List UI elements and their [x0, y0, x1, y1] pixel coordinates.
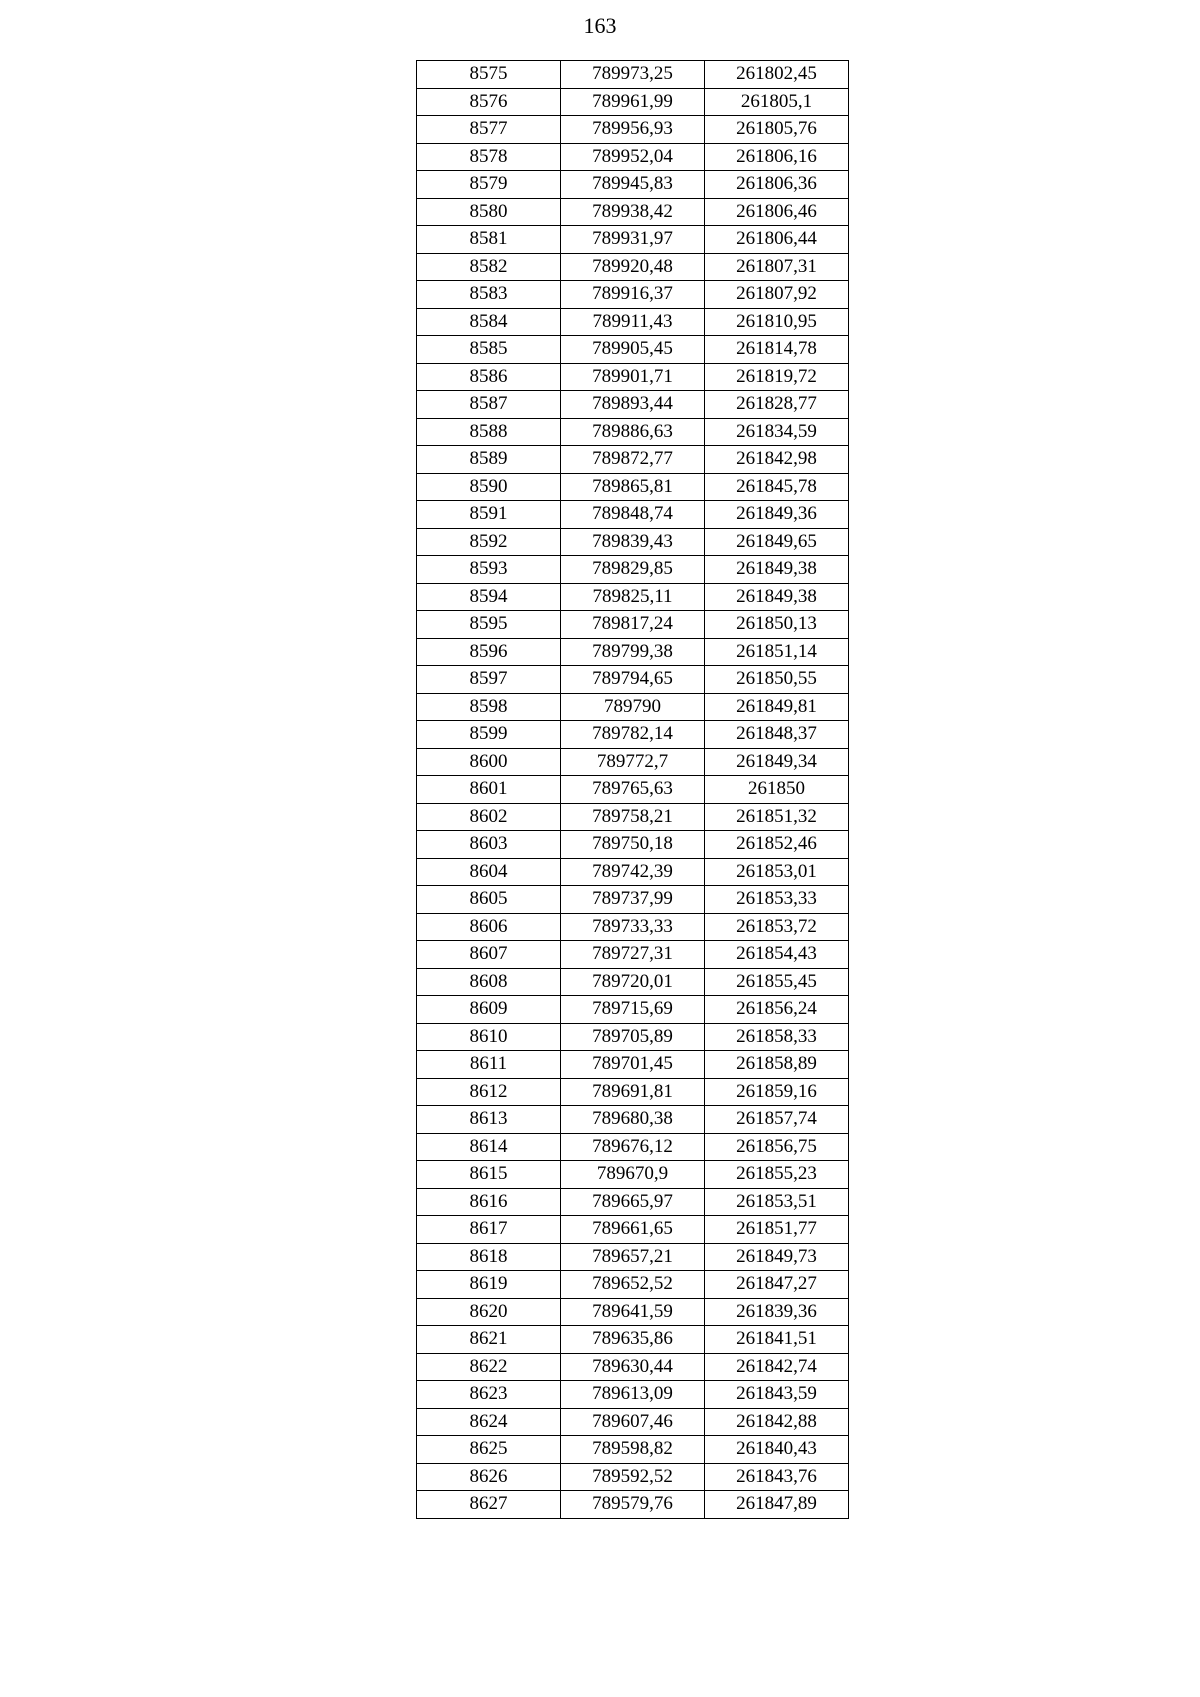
point-number-cell: 8625	[417, 1436, 561, 1464]
point-number-cell: 8595	[417, 611, 561, 639]
table-row	[417, 556, 849, 584]
point-number-cell: 8580	[417, 198, 561, 226]
x-coordinate-cell: 789680,38	[561, 1106, 705, 1134]
table-row	[417, 941, 849, 969]
y-coordinate-cell: 261856,24	[705, 996, 849, 1024]
table-row	[417, 88, 849, 116]
y-coordinate-cell: 261853,01	[705, 858, 849, 886]
point-number-cell: 8615	[417, 1161, 561, 1189]
point-number-cell: 8598	[417, 693, 561, 721]
table-row	[417, 693, 849, 721]
y-coordinate-cell: 261842,98	[705, 446, 849, 474]
x-coordinate-cell: 789691,81	[561, 1078, 705, 1106]
y-coordinate-cell: 261853,72	[705, 913, 849, 941]
point-number-cell: 8579	[417, 171, 561, 199]
table-row	[417, 831, 849, 859]
point-number-cell: 8577	[417, 116, 561, 144]
y-coordinate-cell: 261848,37	[705, 721, 849, 749]
y-coordinate-cell: 261819,72	[705, 363, 849, 391]
y-coordinate-cell: 261856,75	[705, 1133, 849, 1161]
table-row	[417, 281, 849, 309]
point-number-cell: 8597	[417, 666, 561, 694]
y-coordinate-cell: 261806,44	[705, 226, 849, 254]
point-number-cell: 8587	[417, 391, 561, 419]
table-row	[417, 61, 849, 89]
table-row	[417, 116, 849, 144]
table-row	[417, 1381, 849, 1409]
y-coordinate-cell: 261851,77	[705, 1216, 849, 1244]
y-coordinate-cell: 261841,51	[705, 1326, 849, 1354]
x-coordinate-cell: 789931,97	[561, 226, 705, 254]
table-row	[417, 1243, 849, 1271]
y-coordinate-cell: 261814,78	[705, 336, 849, 364]
table-row	[417, 638, 849, 666]
point-number-cell: 8609	[417, 996, 561, 1024]
y-coordinate-cell: 261857,74	[705, 1106, 849, 1134]
y-coordinate-cell: 261858,89	[705, 1051, 849, 1079]
table-row	[417, 611, 849, 639]
y-coordinate-cell: 261845,78	[705, 473, 849, 501]
y-coordinate-cell: 261806,46	[705, 198, 849, 226]
y-coordinate-cell: 261805,76	[705, 116, 849, 144]
table-row	[417, 446, 849, 474]
table-row	[417, 721, 849, 749]
point-number-cell: 8592	[417, 528, 561, 556]
point-number-cell: 8606	[417, 913, 561, 941]
y-coordinate-cell: 261849,38	[705, 583, 849, 611]
table-row	[417, 886, 849, 914]
table-row	[417, 171, 849, 199]
x-coordinate-cell: 789613,09	[561, 1381, 705, 1409]
table-row	[417, 336, 849, 364]
table-row	[417, 748, 849, 776]
x-coordinate-cell: 789938,42	[561, 198, 705, 226]
y-coordinate-cell: 261810,95	[705, 308, 849, 336]
table-row	[417, 501, 849, 529]
x-coordinate-cell: 789952,04	[561, 143, 705, 171]
page-number: 163	[583, 13, 617, 38]
x-coordinate-cell: 789701,45	[561, 1051, 705, 1079]
y-coordinate-cell: 261850,55	[705, 666, 849, 694]
point-number-cell: 8621	[417, 1326, 561, 1354]
table-row	[417, 1491, 849, 1519]
x-coordinate-cell: 789676,12	[561, 1133, 705, 1161]
y-coordinate-cell: 261855,23	[705, 1161, 849, 1189]
table-row	[417, 391, 849, 419]
x-coordinate-cell: 789886,63	[561, 418, 705, 446]
table-row	[417, 143, 849, 171]
x-coordinate-cell: 789652,52	[561, 1271, 705, 1299]
x-coordinate-cell: 789825,11	[561, 583, 705, 611]
table-row	[417, 1463, 849, 1491]
x-coordinate-cell: 789665,97	[561, 1188, 705, 1216]
x-coordinate-cell: 789790	[561, 693, 705, 721]
x-coordinate-cell: 789782,14	[561, 721, 705, 749]
y-coordinate-cell: 261859,16	[705, 1078, 849, 1106]
table-row	[417, 1353, 849, 1381]
table-row	[417, 1216, 849, 1244]
table-row	[417, 666, 849, 694]
x-coordinate-cell: 789715,69	[561, 996, 705, 1024]
x-coordinate-cell: 789829,85	[561, 556, 705, 584]
x-coordinate-cell: 789848,74	[561, 501, 705, 529]
point-number-cell: 8612	[417, 1078, 561, 1106]
table-row	[417, 418, 849, 446]
point-number-cell: 8624	[417, 1408, 561, 1436]
y-coordinate-cell: 261853,33	[705, 886, 849, 914]
point-number-cell: 8596	[417, 638, 561, 666]
table-row	[417, 308, 849, 336]
table-row	[417, 1051, 849, 1079]
x-coordinate-cell: 789765,63	[561, 776, 705, 804]
x-coordinate-cell: 789839,43	[561, 528, 705, 556]
point-number-cell: 8581	[417, 226, 561, 254]
y-coordinate-cell: 261851,32	[705, 803, 849, 831]
y-coordinate-cell: 261806,16	[705, 143, 849, 171]
y-coordinate-cell: 261843,76	[705, 1463, 849, 1491]
table-row	[417, 198, 849, 226]
x-coordinate-cell: 789720,01	[561, 968, 705, 996]
y-coordinate-cell: 261849,81	[705, 693, 849, 721]
y-coordinate-cell: 261828,77	[705, 391, 849, 419]
x-coordinate-cell: 789657,21	[561, 1243, 705, 1271]
table-row	[417, 1188, 849, 1216]
table-row	[417, 1298, 849, 1326]
x-coordinate-cell: 789945,83	[561, 171, 705, 199]
y-coordinate-cell: 261840,43	[705, 1436, 849, 1464]
x-coordinate-cell: 789794,65	[561, 666, 705, 694]
table-row	[417, 473, 849, 501]
table-row	[417, 1078, 849, 1106]
x-coordinate-cell: 789961,99	[561, 88, 705, 116]
point-number-cell: 8622	[417, 1353, 561, 1381]
y-coordinate-cell: 261849,38	[705, 556, 849, 584]
x-coordinate-cell: 789592,52	[561, 1463, 705, 1491]
y-coordinate-cell: 261847,89	[705, 1491, 849, 1519]
point-number-cell: 8584	[417, 308, 561, 336]
y-coordinate-cell: 261847,27	[705, 1271, 849, 1299]
point-number-cell: 8586	[417, 363, 561, 391]
table-row	[417, 226, 849, 254]
table-row	[417, 858, 849, 886]
x-coordinate-cell: 789772,7	[561, 748, 705, 776]
point-number-cell: 8575	[417, 61, 561, 89]
point-number-cell: 8591	[417, 501, 561, 529]
x-coordinate-cell: 789901,71	[561, 363, 705, 391]
x-coordinate-cell: 789670,9	[561, 1161, 705, 1189]
y-coordinate-cell: 261843,59	[705, 1381, 849, 1409]
x-coordinate-cell: 789750,18	[561, 831, 705, 859]
x-coordinate-cell: 789920,48	[561, 253, 705, 281]
x-coordinate-cell: 789733,33	[561, 913, 705, 941]
x-coordinate-cell: 789905,45	[561, 336, 705, 364]
y-coordinate-cell: 261854,43	[705, 941, 849, 969]
point-number-cell: 8583	[417, 281, 561, 309]
x-coordinate-cell: 789607,46	[561, 1408, 705, 1436]
coordinates-table	[416, 60, 849, 1519]
x-coordinate-cell: 789742,39	[561, 858, 705, 886]
y-coordinate-cell: 261850	[705, 776, 849, 804]
point-number-cell: 8602	[417, 803, 561, 831]
table-row	[417, 1133, 849, 1161]
point-number-cell: 8607	[417, 941, 561, 969]
x-coordinate-cell: 789956,93	[561, 116, 705, 144]
table-row	[417, 996, 849, 1024]
table-row	[417, 583, 849, 611]
y-coordinate-cell: 261807,92	[705, 281, 849, 309]
table-row	[417, 803, 849, 831]
x-coordinate-cell: 789579,76	[561, 1491, 705, 1519]
x-coordinate-cell: 789705,89	[561, 1023, 705, 1051]
point-number-cell: 8605	[417, 886, 561, 914]
y-coordinate-cell: 261802,45	[705, 61, 849, 89]
y-coordinate-cell: 261850,13	[705, 611, 849, 639]
point-number-cell: 8599	[417, 721, 561, 749]
point-number-cell: 8588	[417, 418, 561, 446]
x-coordinate-cell: 789641,59	[561, 1298, 705, 1326]
point-number-cell: 8626	[417, 1463, 561, 1491]
point-number-cell: 8627	[417, 1491, 561, 1519]
table-row	[417, 1106, 849, 1134]
x-coordinate-cell: 789630,44	[561, 1353, 705, 1381]
point-number-cell: 8604	[417, 858, 561, 886]
x-coordinate-cell: 789865,81	[561, 473, 705, 501]
x-coordinate-cell: 789973,25	[561, 61, 705, 89]
y-coordinate-cell: 261849,36	[705, 501, 849, 529]
table-row	[417, 1326, 849, 1354]
table-row	[417, 528, 849, 556]
point-number-cell: 8603	[417, 831, 561, 859]
y-coordinate-cell: 261842,74	[705, 1353, 849, 1381]
y-coordinate-cell: 261849,73	[705, 1243, 849, 1271]
table-row	[417, 1436, 849, 1464]
point-number-cell: 8608	[417, 968, 561, 996]
table-row	[417, 913, 849, 941]
x-coordinate-cell: 789817,24	[561, 611, 705, 639]
x-coordinate-cell: 789661,65	[561, 1216, 705, 1244]
x-coordinate-cell: 789727,31	[561, 941, 705, 969]
y-coordinate-cell: 261807,31	[705, 253, 849, 281]
point-number-cell: 8589	[417, 446, 561, 474]
y-coordinate-cell: 261839,36	[705, 1298, 849, 1326]
y-coordinate-cell: 261806,36	[705, 171, 849, 199]
point-number-cell: 8601	[417, 776, 561, 804]
table-row	[417, 1408, 849, 1436]
y-coordinate-cell: 261805,1	[705, 88, 849, 116]
table-row	[417, 776, 849, 804]
x-coordinate-cell: 789893,44	[561, 391, 705, 419]
point-number-cell: 8600	[417, 748, 561, 776]
y-coordinate-cell: 261834,59	[705, 418, 849, 446]
point-number-cell: 8590	[417, 473, 561, 501]
point-number-cell: 8618	[417, 1243, 561, 1271]
point-number-cell: 8623	[417, 1381, 561, 1409]
point-number-cell: 8611	[417, 1051, 561, 1079]
point-number-cell: 8616	[417, 1188, 561, 1216]
x-coordinate-cell: 789916,37	[561, 281, 705, 309]
x-coordinate-cell: 789872,77	[561, 446, 705, 474]
table-row	[417, 1023, 849, 1051]
point-number-cell: 8619	[417, 1271, 561, 1299]
point-number-cell: 8614	[417, 1133, 561, 1161]
x-coordinate-cell: 789598,82	[561, 1436, 705, 1464]
point-number-cell: 8576	[417, 88, 561, 116]
point-number-cell: 8585	[417, 336, 561, 364]
y-coordinate-cell: 261852,46	[705, 831, 849, 859]
point-number-cell: 8617	[417, 1216, 561, 1244]
x-coordinate-cell: 789758,21	[561, 803, 705, 831]
table-row	[417, 363, 849, 391]
y-coordinate-cell: 261851,14	[705, 638, 849, 666]
x-coordinate-cell: 789799,38	[561, 638, 705, 666]
x-coordinate-cell: 789737,99	[561, 886, 705, 914]
y-coordinate-cell: 261855,45	[705, 968, 849, 996]
y-coordinate-cell: 261849,65	[705, 528, 849, 556]
y-coordinate-cell: 261853,51	[705, 1188, 849, 1216]
point-number-cell: 8594	[417, 583, 561, 611]
point-number-cell: 8613	[417, 1106, 561, 1134]
coordinates-table-body	[417, 61, 849, 1519]
y-coordinate-cell: 261849,34	[705, 748, 849, 776]
y-coordinate-cell: 261842,88	[705, 1408, 849, 1436]
table-row	[417, 968, 849, 996]
x-coordinate-cell: 789635,86	[561, 1326, 705, 1354]
point-number-cell: 8610	[417, 1023, 561, 1051]
point-number-cell: 8620	[417, 1298, 561, 1326]
x-coordinate-cell: 789911,43	[561, 308, 705, 336]
point-number-cell: 8582	[417, 253, 561, 281]
y-coordinate-cell: 261858,33	[705, 1023, 849, 1051]
point-number-cell: 8593	[417, 556, 561, 584]
point-number-cell: 8578	[417, 143, 561, 171]
table-row	[417, 1161, 849, 1189]
table-row	[417, 253, 849, 281]
table-row	[417, 1271, 849, 1299]
